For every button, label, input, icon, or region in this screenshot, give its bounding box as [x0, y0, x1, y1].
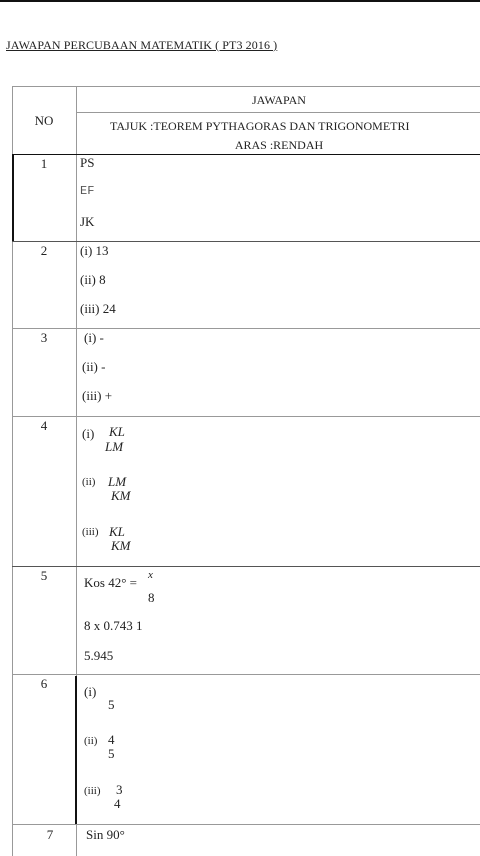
fraction-numerator: KL — [109, 424, 125, 439]
answer-line: (iii) + — [82, 388, 113, 403]
fraction-denominator: 8 — [148, 590, 155, 605]
fraction-numerator: LM — [108, 474, 127, 489]
table-top-border — [12, 86, 480, 87]
answer-line: PS — [80, 155, 95, 170]
header-divider — [76, 112, 480, 113]
item-label: (i) — [84, 684, 97, 699]
row-divider — [12, 328, 480, 329]
row-number: 1 — [40, 156, 48, 171]
answer-table — [12, 86, 480, 856]
answer-line: (ii) - — [82, 359, 106, 374]
answer-line: EF — [80, 184, 95, 198]
item-label: (iii) — [82, 526, 99, 538]
row-divider — [12, 674, 480, 675]
item-label: (iii) — [84, 785, 101, 797]
answer-line: Sin 90° — [86, 827, 125, 842]
fraction-numerator: 4 — [108, 732, 115, 747]
row-number: 7 — [46, 827, 54, 842]
row-number: 6 — [40, 676, 48, 691]
fraction-denominator: KM — [111, 488, 131, 503]
fraction-denominator: 5 — [108, 746, 115, 761]
item-label: (ii) — [82, 476, 96, 488]
row-divider — [12, 824, 480, 825]
answer-line: (iii) 24 — [80, 301, 116, 316]
fraction-denominator: 4 — [114, 796, 121, 811]
row-number: 3 — [40, 330, 48, 345]
answer-line: (i) - — [84, 330, 104, 345]
fraction-denominator: KM — [111, 538, 131, 553]
answer-value: 5 — [108, 697, 115, 712]
row-number: 4 — [40, 418, 48, 433]
answer-line: (i) 13 — [80, 243, 109, 258]
row-number: 5 — [40, 568, 48, 583]
answer-line: (ii) 8 — [80, 272, 106, 287]
row-6-divider-accent — [75, 676, 77, 824]
header-no: NO — [34, 113, 54, 128]
answer-line: JK — [80, 214, 95, 229]
header-tajuk: TAJUK :TEOREM PYTHAGORAS DAN TRIGONOMETRI — [110, 119, 410, 133]
row-divider — [12, 416, 480, 417]
row-divider — [12, 566, 480, 567]
item-label: (ii) — [84, 735, 98, 747]
fraction-denominator: LM — [105, 439, 124, 454]
header-jawapan: JAWAPAN — [252, 93, 306, 107]
kos-expression: Kos 42° = — [84, 575, 137, 590]
fraction-numerator: 3 — [116, 782, 123, 797]
fraction-numerator: KL — [109, 524, 125, 539]
item-label: (i) — [82, 426, 95, 441]
header-aras: ARAS :RENDAH — [234, 138, 324, 152]
fraction-numerator: x — [148, 569, 153, 581]
page-title: JAWAPAN PERCUBAAN MATEMATIK ( PT3 2016 ) — [6, 38, 278, 52]
row-divider — [12, 241, 480, 242]
working-line: 8 x 0.743 1 — [84, 618, 143, 633]
top-rule — [0, 0, 480, 2]
row-number: 2 — [40, 243, 48, 258]
result-line: 5.945 — [84, 648, 114, 663]
